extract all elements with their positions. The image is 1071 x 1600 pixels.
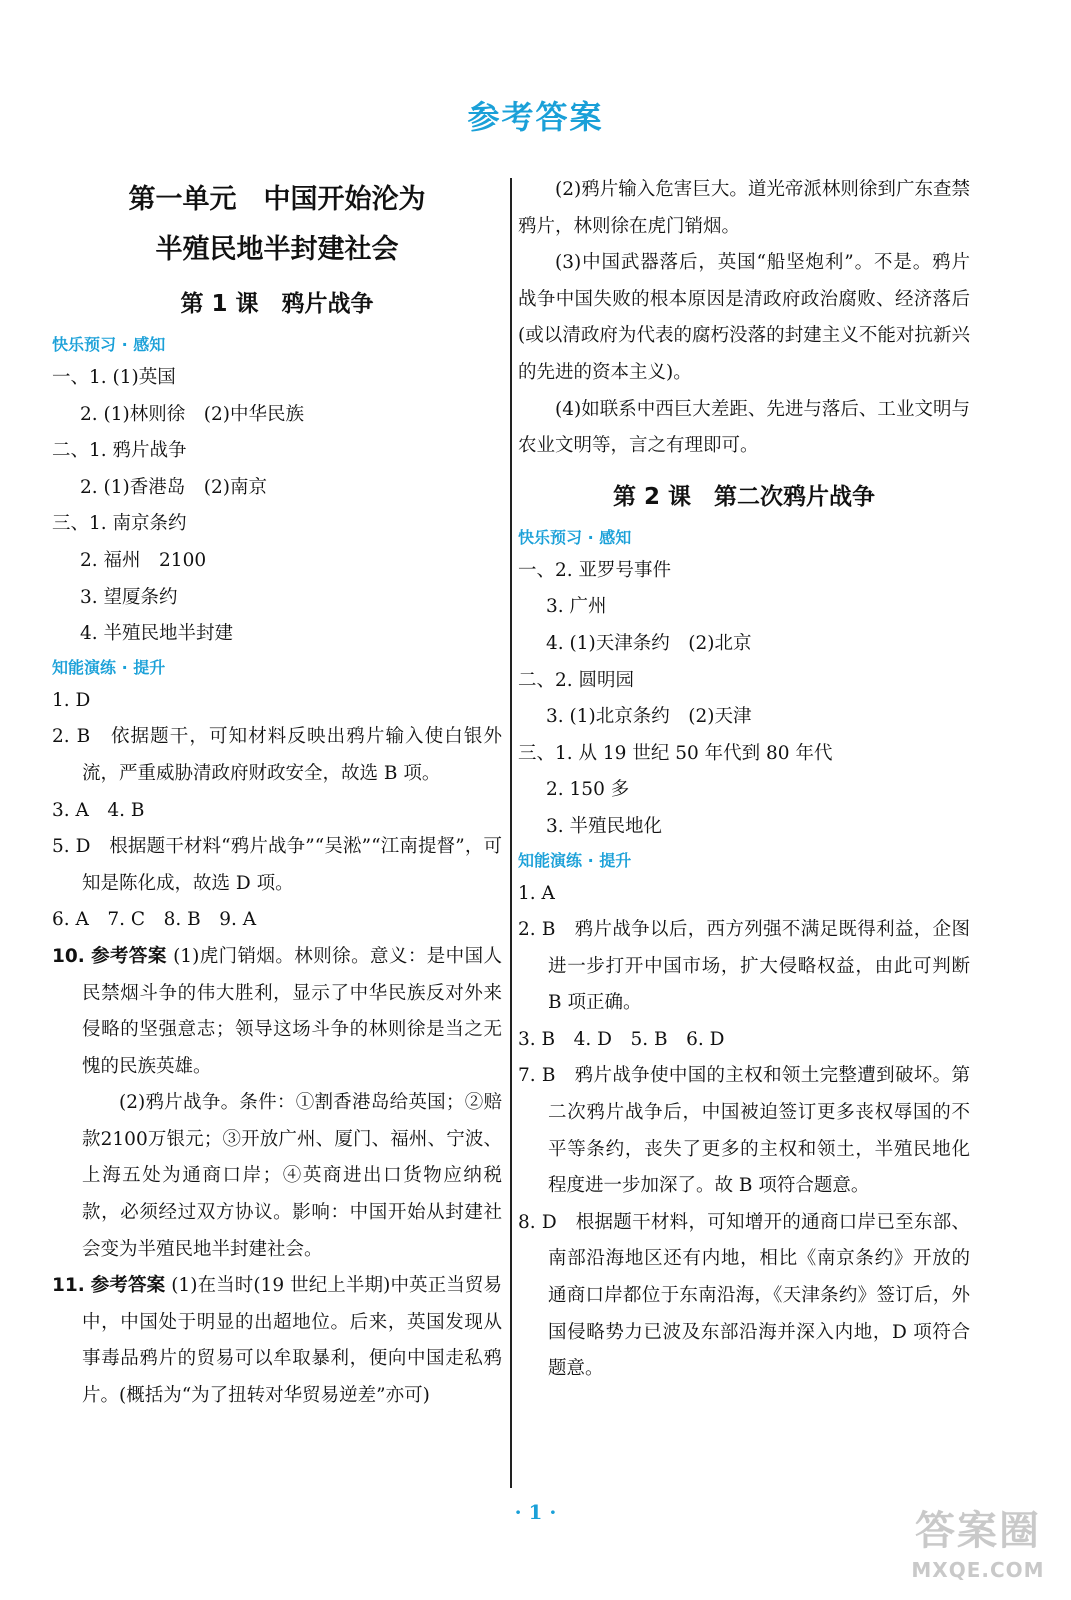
unit-title-line-1: 第一单元 中国开始沦为 <box>128 184 426 215</box>
column-divider <box>510 178 512 1488</box>
answer-line: 4. 半殖民地半封建 <box>80 623 234 645</box>
section-preview-heading: 快乐预习 · 感知 <box>518 527 632 547</box>
answer-11-part-3: (3)中国武器落后，英国“船坚炮利”。不是。鸦片战争中国失败的根本原因是清政府政治腐败、经济落后(或以清政府为代表的腐朽没落的封建主义不能对抗新兴的先进的资本主义)。 <box>518 252 970 383</box>
section-practice-heading: 知能演练 · 提升 <box>518 850 632 870</box>
left-column <box>52 172 502 1415</box>
answer-line: 2. (1)香港岛 (2)南京 <box>80 476 267 498</box>
answer-10-part-2-text: (2)鸦片战争。条件：①割香港岛给英国；②赔款2100万银元；③开放广州、厦门、福州、宁波、上海五处为通商口岸；④英商进出口货物应纳税款，必须经过双方协议。影响：中国开始从封建社会变为半殖民地半封建社会。 <box>82 1092 502 1260</box>
section-preview-heading: 快乐预习 · 感知 <box>52 335 166 354</box>
answer-10-part-2 <box>52 1085 502 1268</box>
answer-11-part-1: (1)在当时(19 世纪上半期)中英正当贸易中，中国处于明显的出超地位。后来，英国发现从事毒品鸦片的贸易可以牟取暴利，便向中国走私鸦片。(概括为“为了扭转对华贸易逆差”亦可) <box>82 1275 502 1407</box>
watermark-text: 答案圈 <box>915 1508 1041 1554</box>
answer-line: 3. (1)北京条约 (2)天津 <box>546 706 752 728</box>
answer-10 <box>52 939 502 1085</box>
answer-line: 6. A 7. C 8. B 9. A <box>52 909 257 931</box>
answer-label: 参考答案 <box>91 945 167 967</box>
question-number: 11. <box>52 1275 85 1297</box>
answer-paragraph: 8. D 根据题干材料，可知增开的通商口岸已至东部、南部沿海地区还有内地，相比《南京条约》开放的通商口岸都位于东南沿海，《天津条约》签订后，外国侵略势力已波及东部沿海并深入内地，D 项符合题意。 <box>518 1211 970 1380</box>
lesson-2-title: 第 2 课 第二次鸦片战争 <box>612 483 876 510</box>
section-practice-heading: 知能演练 · 提升 <box>52 657 166 677</box>
answer-line: 一、2. 亚罗号事件 <box>518 559 672 581</box>
answer-11-part-2: (2)鸦片输入危害巨大。道光帝派林则徐到广东查禁鸦片，林则徐在虎门销烟。 <box>518 179 970 237</box>
answer-line: 三、1. 从 19 世纪 50 年代到 80 年代 <box>518 742 833 764</box>
answer-line: 二、1. 鸦片战争 <box>52 440 187 462</box>
answer-11 <box>52 1268 502 1414</box>
watermark-logo <box>903 1505 1053 1590</box>
page-number: · 1 · <box>514 1500 557 1524</box>
answer-paragraph: 2. B 鸦片战争以后，西方列强不满足既得利益，企图进一步打开中国市场，扩大侵略权益，由此可判断 B 项正确。 <box>518 919 970 1014</box>
answer-line: 3. 望厦条约 <box>80 586 178 608</box>
answer-line: 3. 半殖民地化 <box>546 815 663 837</box>
page-title: 参考答案 <box>467 98 604 136</box>
answer-line: 3. 广州 <box>546 596 607 618</box>
answer-line: 3. B 4. D 5. B 6. D <box>518 1028 725 1050</box>
answer-line: 1. D <box>52 689 91 711</box>
answer-line: 一、1. (1)英国 <box>52 367 176 388</box>
answer-line: 4. (1)天津条约 (2)北京 <box>546 632 752 654</box>
answer-line: 二、2. 圆明园 <box>518 669 635 691</box>
answer-line: 3. A 4. B <box>52 799 145 821</box>
question-number: 10. <box>52 945 85 967</box>
answer-label: 参考答案 <box>90 1275 166 1297</box>
answer-paragraph: 7. B 鸦片战争使中国的主权和领土完整遭到破坏。第二次鸦片战争后，中国被迫签订更多丧权辱国的不平等条约，丧失了更多的主权和领土，半殖民地化程度进一步加深了。故 B 项符合题意。 <box>518 1065 970 1197</box>
answer-11-part-4: (4)如联系中西巨大差距、先进与落后、工业文明与农业文明等，言之有理即可。 <box>518 398 970 457</box>
lesson-1-title: 第 1 课 鸦片战争 <box>180 291 374 317</box>
answer-line: 2. 150 多 <box>546 779 630 801</box>
right-column <box>518 172 970 1388</box>
watermark-url: MXQE.COM <box>911 1558 1045 1582</box>
answer-line: 1. A <box>518 882 555 904</box>
answer-line: 2. (1)林则徐 (2)中华民族 <box>80 403 304 425</box>
answer-10-part-1: (1)虎门销烟。林则徐。意义：是中国人民禁烟斗争的伟大胜利，显示了中华民族反对外来侵略的坚强意志；领导这场斗争的林则徐是当之无愧的民族英雄。 <box>82 945 502 1077</box>
answer-line: 2. 福州 2100 <box>80 549 207 571</box>
answer-line: 三、1. 南京条约 <box>52 513 187 535</box>
answer-paragraph: 2. B 依据题干，可知材料反映出鸦片输入使白银外流，严重威胁清政府财政安全，故选 B 项。 <box>52 726 502 784</box>
answer-paragraph: 5. D 根据题干材料“鸦片战争”“吴淞”“江南提督”，可知是陈化成，故选 D 项。 <box>52 836 502 894</box>
unit-title-line-2: 半殖民地半封建社会 <box>155 234 399 265</box>
